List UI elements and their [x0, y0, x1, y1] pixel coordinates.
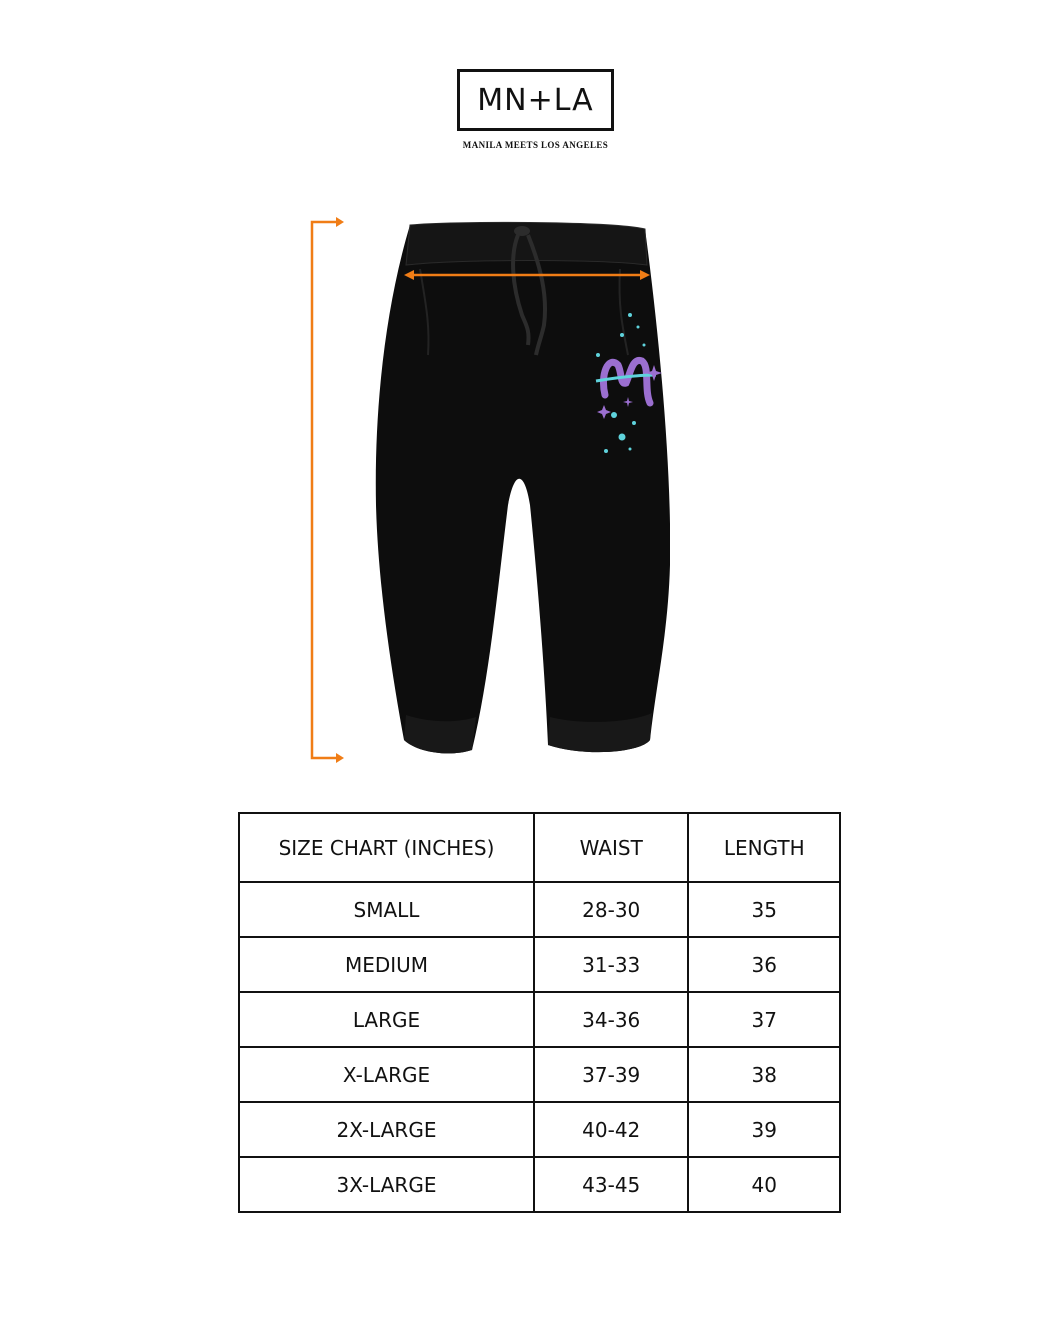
waist-cell: 31-33 — [534, 937, 689, 992]
length-cell: 38 — [688, 1047, 840, 1102]
waist-cell: 40-42 — [534, 1102, 689, 1157]
header-size: SIZE CHART (INCHES) — [239, 813, 534, 882]
table-header-row — [239, 813, 840, 882]
size-cell: SMALL — [239, 882, 534, 937]
header-waist: WAIST — [534, 813, 689, 882]
length-cell: 39 — [688, 1102, 840, 1157]
waist-cell: 28-30 — [534, 882, 689, 937]
table-row — [239, 992, 840, 1047]
length-cell: 37 — [688, 992, 840, 1047]
header-length: LENGTH — [688, 813, 840, 882]
waist-cell: 37-39 — [534, 1047, 689, 1102]
pants-body — [376, 222, 670, 753]
waist-cell: 34-36 — [534, 992, 689, 1047]
length-cell: 36 — [688, 937, 840, 992]
size-cell: X-LARGE — [239, 1047, 534, 1102]
size-cell: MEDIUM — [239, 937, 534, 992]
sweatpants-illustration — [300, 205, 670, 785]
brand-logo — [457, 69, 614, 131]
brand-tagline: MANILA MEETS LOS ANGELES — [462, 140, 609, 150]
table-row — [239, 937, 840, 992]
table-row — [239, 1047, 840, 1102]
drawstring-knot — [514, 226, 530, 236]
size-chart-table — [238, 812, 841, 1213]
length-cell: 35 — [688, 882, 840, 937]
size-cell: 3X-LARGE — [239, 1157, 534, 1212]
size-cell: LARGE — [239, 992, 534, 1047]
table-row — [239, 882, 840, 937]
length-cell: 40 — [688, 1157, 840, 1212]
logo-text: MN+LA — [477, 82, 594, 118]
waist-cell: 43-45 — [534, 1157, 689, 1212]
table-row — [239, 1157, 840, 1212]
table-row — [239, 1102, 840, 1157]
size-cell: 2X-LARGE — [239, 1102, 534, 1157]
